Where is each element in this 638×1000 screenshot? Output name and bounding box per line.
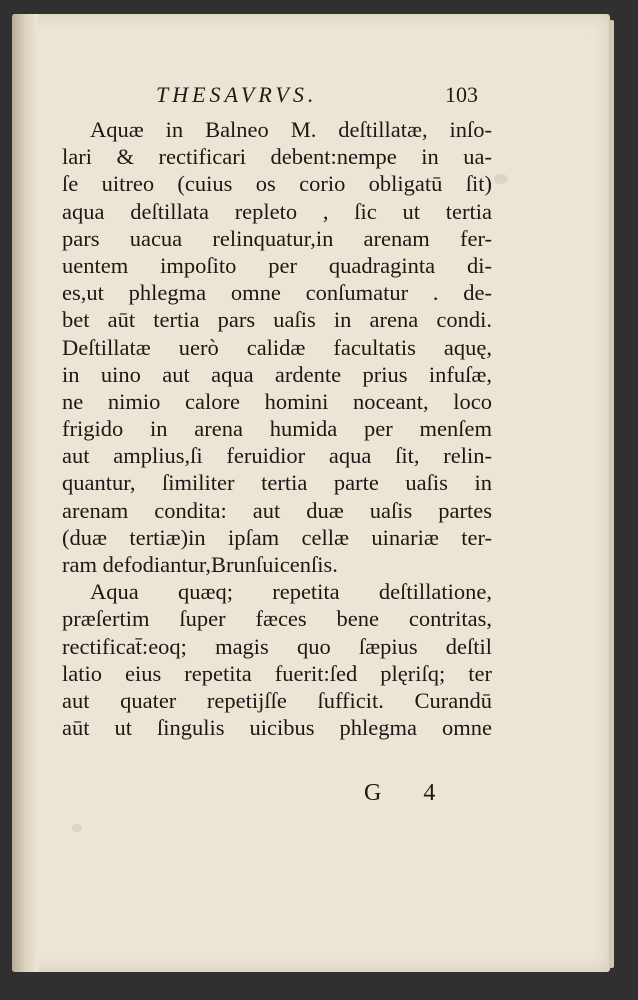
text-line: frigido in arena humida per menſem <box>62 416 492 442</box>
text-line: pars uacua relinquatur,in arenam fer- <box>62 225 492 251</box>
text-line: latio eius repetita fuerit:ſed plęriſq; ter <box>62 660 492 686</box>
text-line: Aquæ in Balneo M. deſtillatæ, inſo- <box>90 117 492 142</box>
signature-mark: G 4 <box>364 780 454 806</box>
text-line: aūt ut ſingulis uicibus phlegma omne <box>62 715 492 741</box>
text-line: ne nimio calore homini noceant, loco <box>62 388 492 414</box>
text-line: uentem impoſito per quadraginta di- <box>62 252 492 278</box>
ink-smudge <box>494 174 508 184</box>
text-line: præſertim ſuper fæces bene contritas, <box>62 606 492 632</box>
page-header <box>72 76 522 116</box>
text-line: rectificat̄:eoq; magis quo ſæpius deſtil <box>62 633 492 659</box>
text-line: Deſtillatæ uerò calidæ facultatis aquę, <box>62 334 492 360</box>
text-line: (duæ tertiæ)in ipſam cellæ uinariæ ter- <box>62 524 492 550</box>
ink-smudge <box>72 824 82 832</box>
text-line: lari & rectificari debent:nempe in ua- <box>62 144 492 170</box>
text-line: aut quater repetijſſe ſufficit. Curandū <box>62 687 492 713</box>
text-line: aqua deſtillata repleto , ſic ut tertia <box>62 198 492 224</box>
running-title: THESAVRVS. <box>156 82 318 107</box>
text-line: aut amplius,ſi feruidior aqua ſit, relin- <box>62 443 492 469</box>
text-line: quantur, ſimiliter tertia parte uaſis in <box>62 470 492 496</box>
text-line: Aqua quæq; repetita deſtillatione, <box>90 579 492 605</box>
text-line: ſe uitreo (cuius os corio obligatū ſit) <box>62 171 492 197</box>
text-line: bet aūt tertia pars uaſis in arena condi. <box>62 307 492 333</box>
binding-gutter <box>12 14 38 972</box>
text-line: es,ut phlegma omne conſumatur . de- <box>62 280 492 306</box>
body-text <box>62 116 492 741</box>
page-number: 103 <box>445 82 478 107</box>
text-line: arenam condita: aut duæ uaſis partes <box>62 497 492 523</box>
text-line: ram defodiantur,Brunſuicenſis. <box>62 552 338 577</box>
page-edge <box>609 20 614 968</box>
text-line: in uino aut aqua ardente prius infuſæ, <box>62 361 492 387</box>
paper-page <box>12 14 610 972</box>
